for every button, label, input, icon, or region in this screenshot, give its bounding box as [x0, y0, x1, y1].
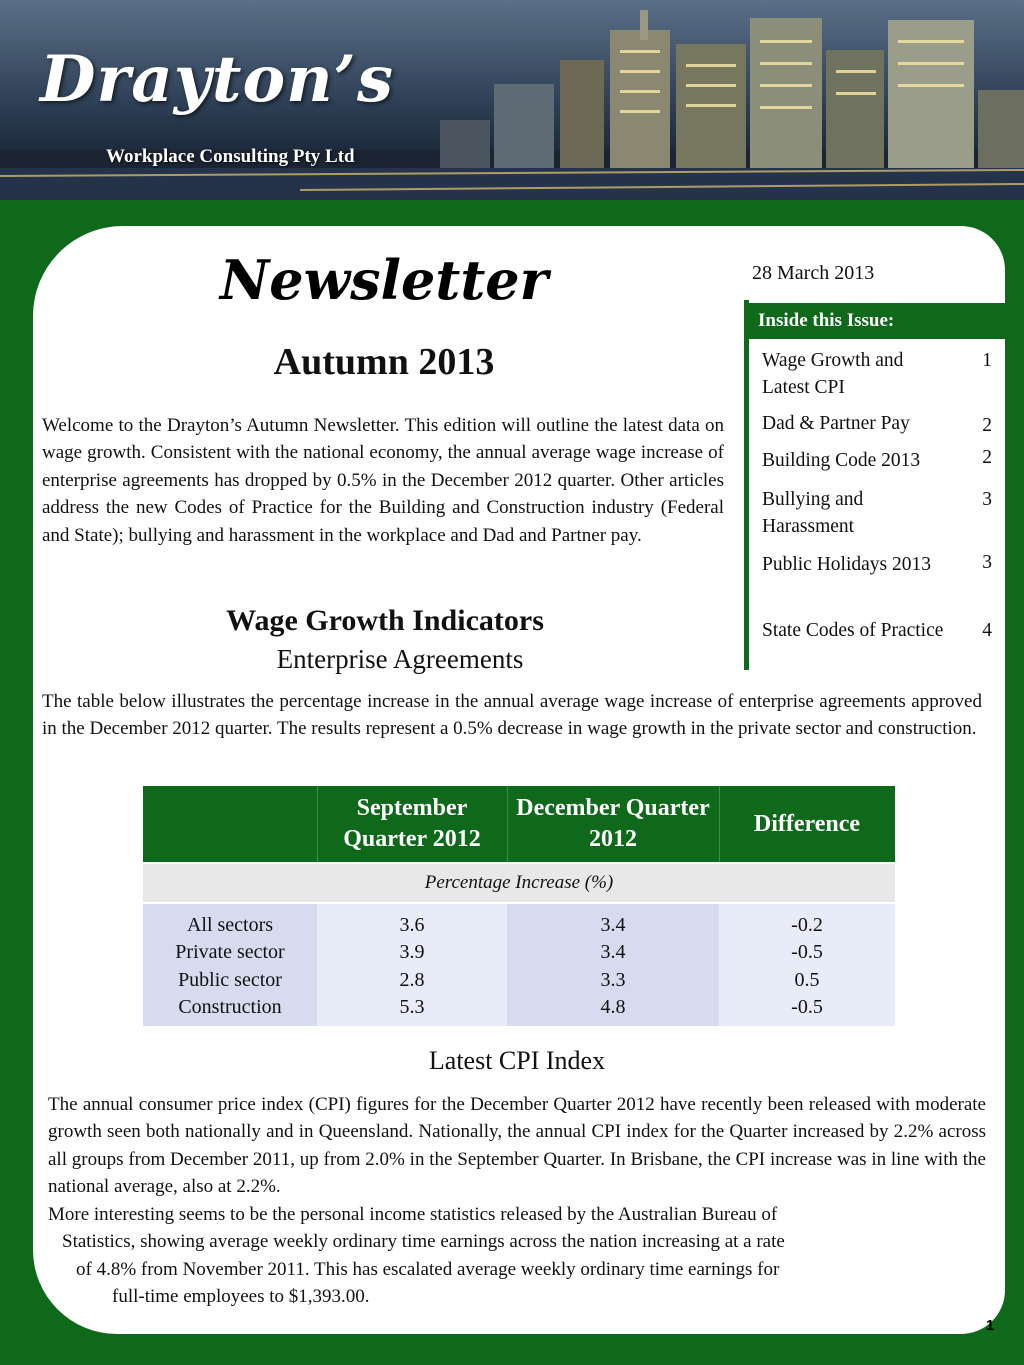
table-cell: -0.2 — [791, 914, 823, 936]
table-subheader: Percentage Increase (%) — [143, 864, 895, 902]
toc-item[interactable] — [762, 551, 992, 578]
sector-column — [143, 904, 317, 1026]
toc-item-page: 2 — [982, 447, 992, 468]
toc-item-label: Public Holidays 2013 — [762, 554, 931, 575]
toc-heading: Inside this Issue: — [744, 303, 1006, 339]
table-cell: -0.5 — [791, 941, 823, 964]
cpi-text-line: Statistics, showing average weekly ordinary time earnings across the nation increasing at a rate — [62, 1231, 785, 1252]
cpi-text-line: of 4.8% from November 2011. This has escalated average weekly ordinary time earnings for — [76, 1259, 780, 1280]
table-cell: 0.5 — [794, 968, 820, 991]
toc-item-page: 3 — [982, 489, 992, 510]
toc-item-page: 1 — [982, 350, 992, 371]
newsletter-title: Newsletter — [219, 248, 549, 312]
table-cell: 5.3 — [399, 996, 425, 1019]
table-cell: 3.3 — [600, 968, 626, 991]
enterprise-agreements-subheading: Enterprise Agreements — [276, 644, 524, 674]
table-cell: 2.8 — [399, 968, 425, 991]
page-number: 1 — [985, 1317, 995, 1334]
table-body — [143, 904, 895, 1026]
difference-column — [719, 904, 895, 1026]
toc-item-page: 2 — [982, 415, 992, 436]
table-cell: 4.8 — [600, 996, 626, 1019]
company-name: Workplace Consulting Pty Ltd — [106, 146, 355, 167]
table-header-cell — [143, 786, 317, 862]
table-cell: 3.4 — [600, 941, 626, 964]
table-header-cell: September Quarter 2012 — [343, 795, 481, 852]
intro-paragraph: Welcome to the Drayton’s Autumn Newsletter. This edition will outline the latest data on wage growth. Consistent with the national economy, the annual average wage increase of enterprise agreements has dropped by 0.5% in the December 2012 quarter. Other articles address the new Codes of Practice for the Building and Construction industry (Federal and State); bullying and harassment in the workplace and Dad and Partner pay. — [42, 415, 724, 546]
toc-item-label: Building Code 2013 — [762, 450, 921, 471]
toc-item[interactable] — [762, 447, 992, 474]
toc-item-page: 3 — [982, 552, 992, 573]
toc-item-label: Bullying and Harassment — [762, 489, 864, 537]
cpi-text-line: full-time employees to $1,393.00. — [112, 1286, 370, 1307]
toc-item-label: Dad & Partner Pay — [762, 413, 910, 434]
toc-item-label: Wage Growth and Latest CPI — [762, 350, 904, 398]
table-cell: 3.4 — [600, 914, 626, 936]
cpi-heading: Latest CPI Index — [428, 1046, 606, 1075]
header-banner — [0, 0, 1024, 200]
issue-date: 28 March 2013 — [752, 262, 875, 284]
table-cell: Private sector — [175, 941, 285, 964]
issue-season: Autumn 2013 — [273, 341, 495, 383]
toc-item[interactable] — [762, 617, 992, 644]
december-column — [507, 904, 719, 1026]
cpi-text-line: More interesting seems to be the personal income statistics released by the Australian Bureau of — [48, 1204, 778, 1225]
table-intro-paragraph: The table below illustrates the percentage increase in the annual average wage increase of enterprise agreements approved in the December 2012 quarter. The results represent a 0.5% decrease in wage growth in the private sector and construction. — [42, 691, 982, 740]
table-header-cell: December Quarter 2012 — [516, 795, 710, 852]
table-header-row — [143, 786, 895, 862]
table-cell: Public sector — [178, 968, 282, 991]
table-cell: -0.5 — [791, 996, 823, 1019]
table-cell: 3.9 — [399, 941, 425, 964]
toc-item[interactable] — [762, 347, 992, 401]
toc-item-page: 4 — [982, 620, 992, 641]
table-cell: All sectors — [186, 914, 274, 936]
table-header-cell: Difference — [753, 810, 861, 837]
september-column — [317, 904, 507, 1026]
wage-growth-heading: Wage Growth Indicators — [226, 604, 544, 637]
toc-item[interactable] — [762, 486, 992, 540]
brand-logo-text: Drayton’s — [40, 42, 394, 117]
sidebar-divider — [744, 300, 749, 670]
table-cell: Construction — [178, 996, 282, 1019]
table-cell: 3.6 — [399, 914, 425, 936]
cpi-paragraph: The annual consumer price index (CPI) figures for the December Quarter 2012 have recently been released with moderate growth seen both nationally and in Queensland. Nationally, the annual CPI index for the Quarter increased by 2.2% across all groups from December 2011, up from 2.0% in the September Quarter. In Brisbane, the CPI increase was in line with the national average, also at 2.2%. — [48, 1094, 986, 1198]
toc-item[interactable] — [762, 410, 992, 437]
toc-item-label: State Codes of Practice — [762, 620, 944, 641]
